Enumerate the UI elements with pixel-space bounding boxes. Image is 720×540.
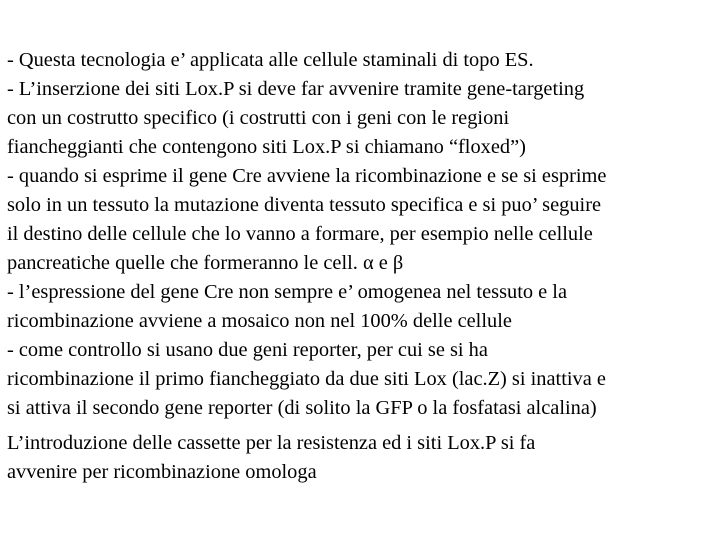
text-line: si attiva il secondo gene reporter (di solito la GFP o la fosfatasi alcalina) <box>7 397 597 419</box>
text-line: ricombinazione il primo fiancheggiato da due siti Lox (lac.Z) si inattiva e <box>7 368 606 390</box>
text-line: solo in un tessuto la mutazione diventa tessuto specifica e si puo’ seguire <box>7 194 602 216</box>
text-line: - L’inserzione dei siti Lox.P si deve far avvenire tramite gene-targeting <box>7 78 585 100</box>
text-line: il destino delle cellule che lo vanno a formare, per esempio nelle cellule <box>7 223 593 245</box>
closing-paragraph <box>7 429 717 487</box>
text-line: - quando si esprime il gene Cre avviene la ricombinazione e se si esprime <box>7 165 607 187</box>
text-line: fiancheggianti che contengono siti Lox.P si chiamano “floxed”) <box>7 136 526 158</box>
text-line: pancreatiche quelle che formeranno le cell. α e β <box>7 252 404 274</box>
bullet-text-block <box>7 46 717 423</box>
text-line: con un costrutto specifico (i costrutti con i geni con le regioni <box>7 107 510 129</box>
text-line: - come controllo si usano due geni reporter, per cui se si ha <box>7 339 488 361</box>
text-line: - l’espressione del gene Cre non sempre e’ omogenea nel tessuto e la <box>7 281 568 303</box>
text-line: ricombinazione avviene a mosaico non nel 100% delle cellule <box>7 310 512 332</box>
text-line: L’introduzione delle cassette per la resistenza ed i siti Lox.P si fa <box>7 432 536 454</box>
text-line: - Questa tecnologia e’ applicata alle cellule staminali di topo ES. <box>7 49 534 71</box>
text-line: avvenire per ricombinazione omologa <box>7 461 317 483</box>
